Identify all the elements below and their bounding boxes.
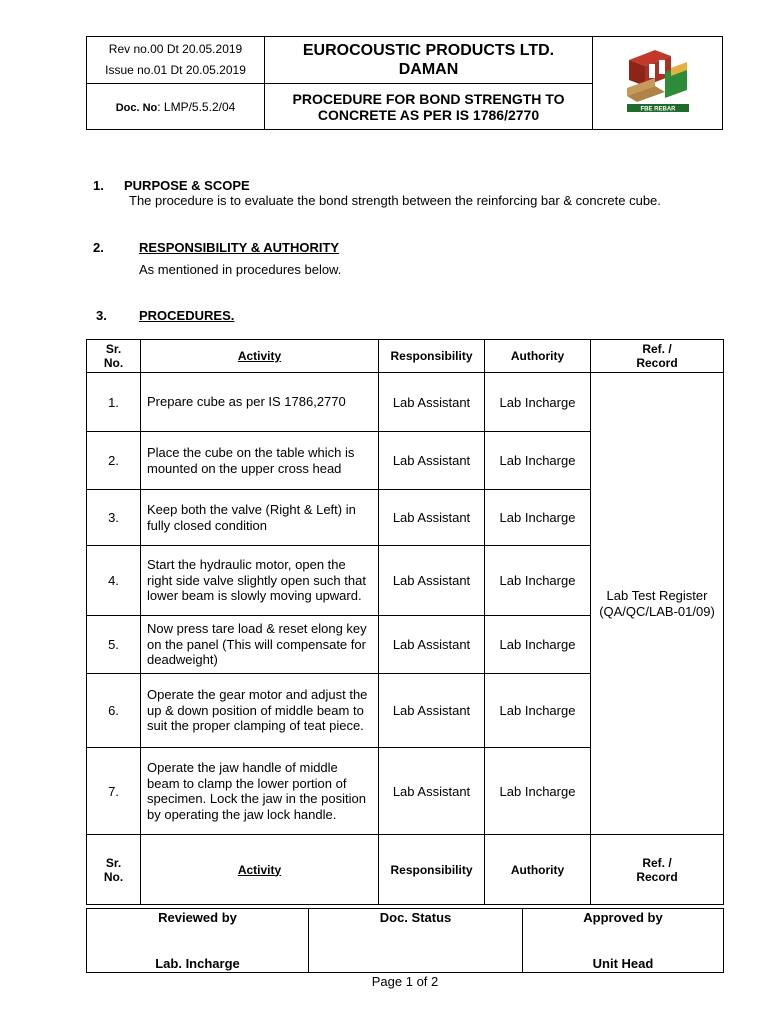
section-1-heading: PURPOSE & SCOPE (124, 178, 250, 193)
logo-cell (593, 37, 723, 130)
company-name (265, 37, 593, 84)
row-sr: 3. (87, 490, 141, 546)
approved-by-label: Approved by (583, 910, 663, 925)
footer-header-responsibility: Responsibility (379, 835, 485, 905)
row-authority: Lab Incharge (485, 432, 591, 490)
company-line1: EUROCOUSTIC PRODUCTS LTD. (302, 42, 555, 59)
row-responsibility: Lab Assistant (379, 748, 485, 835)
row-activity: Place the cube on the table which is mounted on the upper cross head (141, 432, 379, 490)
company-logo (625, 46, 691, 116)
row-authority: Lab Incharge (485, 616, 591, 674)
doc-status-label: Doc. Status (379, 910, 452, 925)
row-responsibility: Lab Assistant (379, 674, 485, 748)
section-3-heading: PROCEDURES. (139, 308, 235, 323)
row-activity: Prepare cube as per IS 1786,2770 (141, 373, 379, 432)
reviewed-by-cell (87, 909, 309, 973)
row-sr: 1. (87, 373, 141, 432)
header-responsibility: Responsibility (379, 340, 485, 373)
row-sr: 5. (87, 616, 141, 674)
header-activity: Activity (141, 340, 379, 373)
row-authority: Lab Incharge (485, 546, 591, 616)
header-authority: Authority (485, 340, 591, 373)
approval-table (86, 908, 724, 973)
document-header (86, 36, 723, 130)
footer-header-ref-record: Ref. / Record (591, 835, 724, 905)
row-sr: 6. (87, 674, 141, 748)
row-responsibility: Lab Assistant (379, 546, 485, 616)
row-sr: 4. (87, 546, 141, 616)
row-activity: Start the hydraulic motor, open the right side valve slightly open such that lower beam is slowly moving upward. (141, 546, 379, 616)
approver-name: Unit Head (592, 956, 654, 971)
approved-by-cell (523, 909, 724, 973)
row-authority: Lab Incharge (485, 490, 591, 546)
row-activity: Keep both the valve (Right & Left) in fully closed condition (141, 490, 379, 546)
section-2-number: 2. (93, 240, 104, 255)
procedures-table (86, 339, 724, 905)
footer-header-sr-no: Sr. No. (87, 835, 141, 905)
revision-info (87, 37, 265, 84)
header-sr-no: Sr. No. (87, 340, 141, 373)
row-activity: Operate the gear motor and adjust the up & down position of middle beam to suit the proper clamping of teat piece. (141, 674, 379, 748)
doc-no-label: Doc. No (115, 101, 158, 114)
table-row (87, 373, 724, 432)
header-ref-record: Ref. / Record (591, 340, 724, 373)
reviewer-name: Lab. Incharge (155, 956, 240, 971)
footer-header-authority: Authority (485, 835, 591, 905)
row-sr: 7. (87, 748, 141, 835)
footer-header-activity: Activity (141, 835, 379, 905)
row-responsibility: Lab Assistant (379, 432, 485, 490)
company-line2: DAMAN (398, 61, 459, 78)
doc-no-value: : LMP/5.5.2/04 (157, 99, 236, 114)
section-2-text: As mentioned in procedures below. (139, 262, 342, 277)
row-authority: Lab Incharge (485, 748, 591, 835)
table-header-row (87, 340, 724, 373)
reviewed-by-label: Reviewed by (158, 910, 237, 925)
document-title (265, 84, 593, 130)
doc-status-cell (309, 909, 523, 973)
title-line1: PROCEDURE FOR BOND STRENGTH TO (292, 90, 565, 107)
row-responsibility: Lab Assistant (379, 490, 485, 546)
row-activity: Now press tare load & reset elong key on the panel (This will compensate for deadweight) (141, 616, 379, 674)
row-activity: Operate the jaw handle of middle beam to clamp the lower portion of specimen. Lock the jaw in the position by operating the jaw lock handle. (141, 748, 379, 835)
issue-no: Issue no.01 Dt 20.05.2019 (105, 63, 246, 77)
row-responsibility: Lab Assistant (379, 373, 485, 432)
ref-record-cell: Lab Test Register (QA/QC/LAB-01/09) (591, 373, 724, 835)
section-3-number: 3. (96, 308, 107, 323)
page-number: Page 1 of 2 (371, 974, 439, 989)
row-authority: Lab Incharge (485, 674, 591, 748)
svg-text:FBE REBAR: FBE REBAR (639, 106, 676, 112)
row-sr: 2. (87, 432, 141, 490)
title-line2: CONCRETE AS PER IS 1786/2770 (317, 106, 540, 123)
section-1-text: The procedure is to evaluate the bond strength between the reinforcing bar & concrete cube. (129, 193, 661, 208)
table-footer-header-row (87, 835, 724, 905)
row-responsibility: Lab Assistant (379, 616, 485, 674)
section-2-heading: RESPONSIBILITY & AUTHORITY (139, 240, 340, 255)
section-1-number: 1. (93, 178, 104, 193)
rev-no: Rev no.00 Dt 20.05.2019 (108, 42, 243, 56)
row-authority: Lab Incharge (485, 373, 591, 432)
document-number (87, 84, 265, 130)
